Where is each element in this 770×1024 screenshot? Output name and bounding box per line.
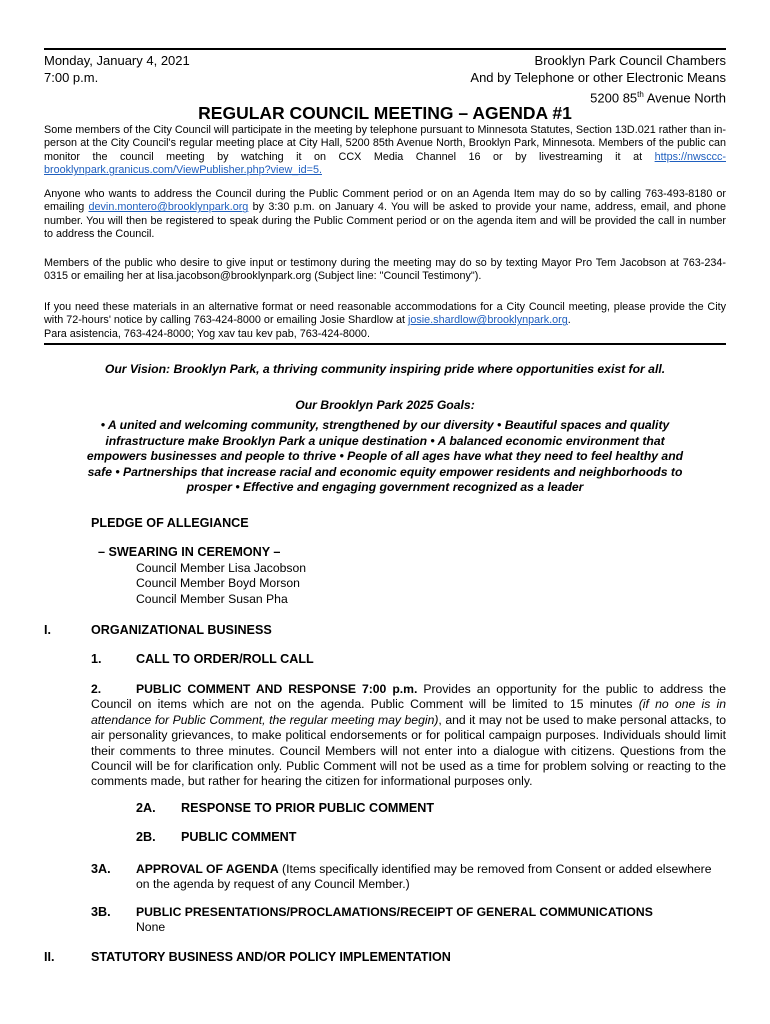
item-3b-title: PUBLIC PRESENTATIONS/PROCLAMATIONS/RECEIPT OF GENERAL COMMUNICATIONS [136,905,653,919]
devin-email-link[interactable]: devin.montero@brooklynpark.org [88,201,249,214]
list-item: Council Member Lisa Jacobson [136,561,307,575]
item-2b-title: PUBLIC COMMENT [181,830,297,844]
meeting-date-time [44,52,190,86]
notice-paragraph-3: Members of the public who desire to give input or testimony during the meeting may do so by texting Mayor Pro Tem Jacobson at 763-234-0315 or emailing her at lisa.jacobson@brooklynpark.org (Subject line: "Council Testimony"). [44,257,726,283]
item-2a-title: RESPONSE TO PRIOR PUBLIC COMMENT [181,801,435,815]
item-3b-paragraph [136,905,726,936]
meeting-location [470,52,726,106]
item-1-number: 1. [91,652,102,666]
swearing-members [136,561,306,607]
section-2-number: II. [44,950,55,964]
section-2-title: STATUTORY BUSINESS AND/OR POLICY IMPLEMENTATION [91,950,451,964]
livestream-link[interactable]: https://nwsccc-brooklynpark.granicus.com/ViewPublisher.php?view_id=5. [44,150,726,177]
location-line-1: Brooklyn Park Council Chambers [534,53,726,68]
item-2a-number: 2A. [136,801,156,815]
location-line-2: And by Telephone or other Electronic Means [470,70,726,85]
location-address: 5200 85th Avenue North [590,90,726,106]
item-2b-number: 2B. [136,830,156,844]
section-1-title: ORGANIZATIONAL BUSINESS [91,623,272,637]
list-item: Council Member Susan Pha [136,591,288,606]
section-1-number: I. [44,623,51,637]
vision-statement: Our Vision: Brooklyn Park, a thriving community inspiring pride where opportunities exist for all. [104,362,666,376]
notice-divider [44,343,726,345]
item-3a-title: APPROVAL OF AGENDA [136,862,279,876]
item-2-paragraph: 2. PUBLIC COMMENT AND RESPONSE 7:00 p.m. Provides an opportunity for the public to address the Council on items which are not on the agenda. Public Comment will be limited to 15 minutes (if no one is in attendance for Public Comment, the regular meeting may begin), and it may not be used to make personal attacks, to air personality grievances, to make political endorsements or for political campaign purposes. Individuals should limit their comments to three minutes. Council Members will not enter into a dialogue with citizens. Questions from the Council will be for clarification only. Public Comment will not be used as a time for problem solving or reacting to the comments made, but rather for hearing the citizen for informational purposes only. [91,682,727,789]
goals-text: • A united and welcoming community, strengthened by our diversity • Beautiful spaces and quality infrastructure make Brooklyn Park a unique destination • A balanced economic environment that empowers businesses and people to thrive • People of all ages have what they need to feel healthy and safe • Partnerships that increase racial and economic equity empower residents and neighborhoods to prosper • Effective and engaging government recognized as a leader [86,418,684,495]
item-3a-number: 3A. [91,862,111,876]
notice-paragraph-1: Some members of the City Council will participate in the meeting by telephone pursuant to Minnesota Statutes, Section 13D.021 rather than in-person at the City Council's regular meeting place at City Hall, 5200 85th Avenue North, Brooklyn Park, Minnesota. Members of the public can monitor the council meeting by watching it on CCX Media Channel 16 or by livestreaming it at https://nwsccc-brooklynpark.granicus.com/ViewPublisher.php?view_id=5. [44,124,726,177]
meeting-time: 7:00 p.m. [44,70,99,85]
top-rule [44,48,726,50]
josie-email-link[interactable]: josie.shardlow@brooklynpark.org [407,314,568,327]
item-2-title: PUBLIC COMMENT AND RESPONSE 7:00 p.m. [136,682,418,696]
item-1-title: CALL TO ORDER/ROLL CALL [136,652,314,666]
item-2-number: 2. [91,682,102,696]
goals-title: Our Brooklyn Park 2025 Goals: [295,398,475,412]
pledge-heading: PLEDGE OF ALLEGIANCE [91,516,249,530]
item-3b-text: None [136,920,166,935]
notice-paragraph-4: If you need these materials in an alternative format or need reasonable accommodations for a City Council meeting, please provide the City with 72-hours' notice by calling 763-424-8000 or emailing Josie Shardlow at josie.shardlow@brooklynpark.org. Para asistencia, 763-424-8000; Yog xav tau kev pab, 763-424-8000. [44,301,726,340]
swearing-heading: – SWEARING IN CEREMONY – [98,545,281,559]
item-3b-number: 3B. [91,905,111,919]
notice-paragraph-2: Anyone who wants to address the Council during the Public Comment period or on an Agenda Item may do so by calling 763-493-8180 or emailing devin.montero@brooklynpark.org by 3:30 p.m. on January 4. You will be asked to provide your name, address, email, and phone number. You will then be registered to speak during the Public Comment period or on the agenda item and will be provided the call in number to address the Council. [44,188,726,241]
item-3a-paragraph: APPROVAL OF AGENDA (Items specifically identified may be removed from Consent or added elsewhere on the agenda by request of any Council Member.) [136,862,712,892]
page-title: REGULAR COUNCIL MEETING – AGENDA #1 [198,103,572,123]
meeting-date: Monday, January 4, 2021 [44,53,190,68]
list-item: Council Member Boyd Morson [136,576,300,591]
